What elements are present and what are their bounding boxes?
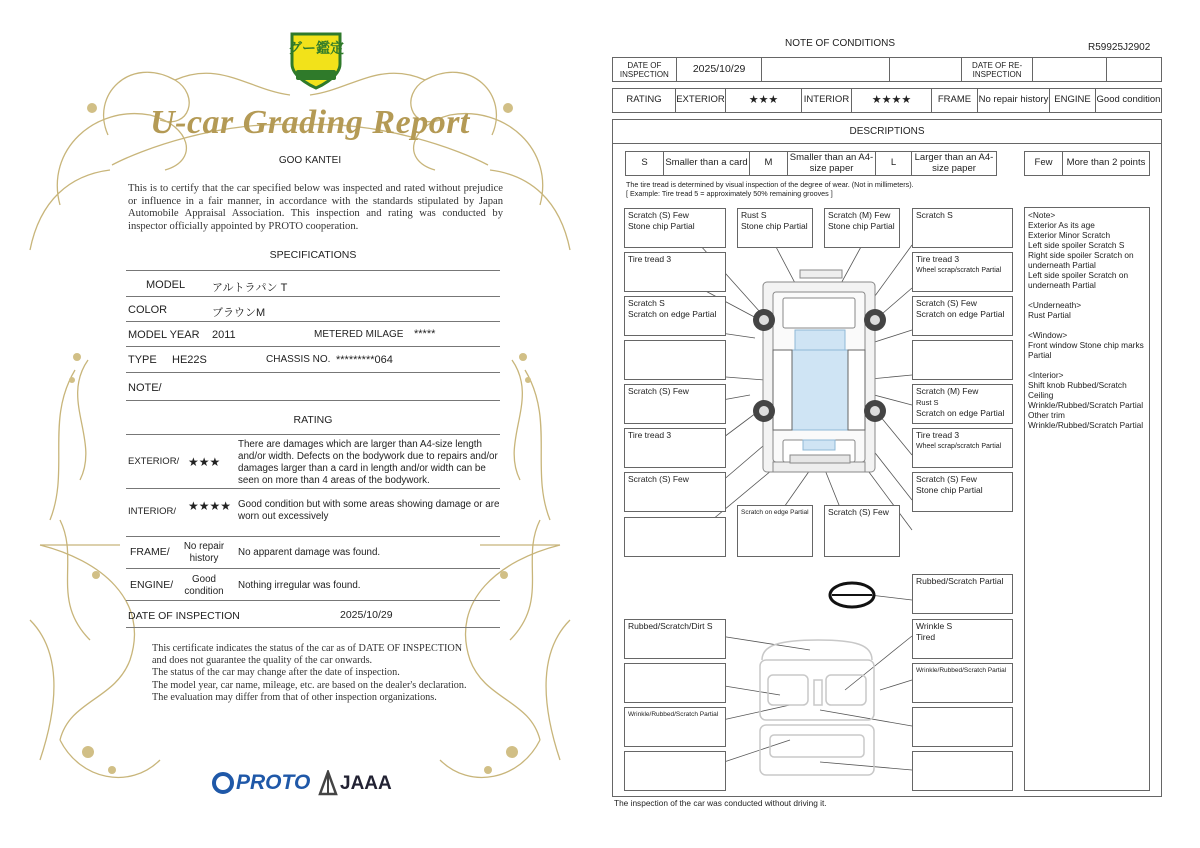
engine-value: Good condition xyxy=(184,574,224,597)
disclaimer-line: This certificate indicates the status of the car as of DATE OF INSPECTION and does not guarantee the quality of the car onwards. xyxy=(152,643,463,667)
desc-line-small: Wheel scrap/scratch Partial xyxy=(916,267,1002,274)
model-value: アルトラパン T xyxy=(212,282,288,294)
desc-box-empty xyxy=(624,751,726,791)
certificate-intro: This is to certify that the car specified below was inspected and rated without prejudice or influence in a fair manner, in accordance with the standards stipulated by Japan Automobile Appraisal Association. This inspection and rating was conducted by inspector officially appointed by PROTO cooperation. xyxy=(128,183,503,232)
interior-label: INTERIOR/ xyxy=(128,506,177,517)
desc-box-dashboard: Rubbed/Scratch/Dirt S xyxy=(624,619,726,659)
report-title: U-car Grading Report xyxy=(150,104,470,141)
legend-few-text: More than 2 points xyxy=(1066,157,1146,169)
descriptions-heading: DESCRIPTIONS xyxy=(612,119,1162,144)
desc-box-tire-rear-right xyxy=(912,428,1013,468)
desc-box-empty xyxy=(624,663,726,703)
desc-box-hood-left: Rust S Stone chip Partial xyxy=(737,208,813,248)
interior-stars: ★★★★ xyxy=(852,89,932,112)
legend-m: M xyxy=(750,152,788,175)
desc-box-right-trim: Wrinkle/Rubbed/Scratch Partial xyxy=(912,663,1013,703)
type-value: HE22S xyxy=(172,354,207,366)
desc-box-rear-right-quarter: Scratch (S) Few Stone chip Partial xyxy=(912,472,1013,512)
desc-box-left-trim: Wrinkle/Rubbed/Scratch Partial xyxy=(624,707,726,747)
metered-milage-label: METERED MILAGE xyxy=(314,329,404,340)
exterior-label: EXTERIOR/ xyxy=(128,456,180,467)
frame-description: No apparent damage was found. xyxy=(238,547,381,558)
proto-logo-icon xyxy=(212,772,234,794)
disclaimer xyxy=(152,643,472,704)
exterior-description: There are damages which are larger than A4-size length and/or width. Defects on the bodywork due to repairs and/or damages larger than a card in length and/or width can be seen on more than 4 areas of the bodywork. xyxy=(238,439,498,486)
desc-box-front-left-bumper: Scratch (S) Few Stone chip Partial xyxy=(624,208,726,248)
model-label: MODEL xyxy=(146,279,186,291)
desc-box-steering: Rubbed/Scratch Partial xyxy=(912,574,1013,614)
desc-box-empty xyxy=(912,707,1013,747)
legend-few: Few xyxy=(1025,152,1063,175)
desc-box-empty xyxy=(912,751,1013,791)
color-value: ブラウンM xyxy=(212,307,266,319)
disclaimer-line: The status of the car may change after the date of inspection. xyxy=(152,667,400,679)
chassis-label: CHASSIS NO. xyxy=(266,354,331,365)
desc-line: Tire tread 3 xyxy=(916,430,960,440)
legend-l: L xyxy=(876,152,912,175)
notes-text: <Note> Exterior As its age Exterior Minor Scratch Left side spoiler Scratch S Right side spoiler Scratch on underneath Partial Left side spoiler Scratch on underneath Partial <Underneath> Rust Partial <Window> Front window Stone chip marks Partial <Interior> Shift knob Rubbed/Scratch Ceiling Wrinkle/Rubbed/Scratch Partial Other trim Wrinkle/Rubbed/Scratch Partial xyxy=(1028,210,1144,430)
desc-box-hood-right: Scratch (M) Few Stone chip Partial xyxy=(824,208,900,248)
desc-box-tire-front-left: Tire tread 3 xyxy=(624,252,726,292)
inspection-footer: The inspection of the car was conducted without driving it. xyxy=(614,798,827,808)
conditions-title: NOTE OF CONDITIONS xyxy=(785,38,895,49)
rating-heading: RATING xyxy=(293,414,333,426)
jaaa-logo-icon xyxy=(318,770,338,796)
color-label: COLOR xyxy=(128,304,168,316)
badge-text: グー鑑定 xyxy=(288,40,344,56)
desc-box-right-rear-door xyxy=(912,384,1013,424)
tire-note-line: The tire tread is determined by visual inspection of the degree of wear. (Not in millimeters). xyxy=(626,180,914,189)
frame-label: FRAME xyxy=(932,89,978,112)
goo-kantei-badge xyxy=(288,30,344,90)
desc-line: Scratch on edge Partial xyxy=(916,408,1005,418)
note-label: NOTE/ xyxy=(128,382,162,394)
desc-box-tire-front-right xyxy=(912,252,1013,292)
exterior-stars: ★★★ xyxy=(726,89,802,112)
model-year-label: MODEL YEAR xyxy=(128,329,200,341)
proto-logo: PROTO xyxy=(236,771,311,794)
note-of-conditions xyxy=(600,0,1200,848)
interior-description: Good condition but with some areas showing damage or are worn out excessively xyxy=(238,499,500,522)
desc-box-front-left-fender: Scratch S Scratch on edge Partial xyxy=(624,296,726,336)
desc-box-rear-bumper-left: Scratch on edge Partial xyxy=(737,505,813,557)
desc-box-empty xyxy=(624,340,726,380)
engine-label: ENGINE xyxy=(1050,89,1096,112)
desc-box-front-right: Scratch S xyxy=(912,208,1013,248)
interior-stars: ★★★★ xyxy=(188,499,232,513)
desc-box-rear-bumper-right: Scratch (S) Few xyxy=(824,505,900,557)
legend-s-text: Smaller than a card xyxy=(664,152,750,175)
report-id: R59925J2902 xyxy=(1088,42,1151,53)
legend-s: S xyxy=(626,152,664,175)
desc-line-small: Wheel scrap/scratch Partial xyxy=(916,443,1002,450)
date-of-reinspection-label: DATE OF RE-INSPECTION xyxy=(962,58,1034,81)
engine-description: Nothing irregular was found. xyxy=(238,580,361,591)
desc-box-tire-rear-left: Tire tread 3 xyxy=(624,428,726,468)
frame-value: No repair history xyxy=(183,541,225,564)
report-subtitle: GOO KANTEI xyxy=(278,155,342,166)
disclaimer-line: The evaluation may differ from that of other inspection organizations. xyxy=(152,691,437,703)
date-of-inspection-label: DATE OF INSPECTION xyxy=(613,58,677,81)
exterior-label: EXTERIOR xyxy=(676,89,726,112)
desc-box-driver-seat: Wrinkle S Tired xyxy=(912,619,1013,659)
date-of-inspection-value: 2025/10/29 xyxy=(340,609,393,621)
date-of-inspection-value: 2025/10/29 xyxy=(677,58,763,81)
footer-logos xyxy=(212,768,402,800)
exterior-stars: ★★★ xyxy=(188,455,221,469)
desc-box-empty xyxy=(624,517,726,557)
legend-l-text: Larger than an A4-size paper xyxy=(914,152,994,174)
specifications-heading: SPECIFICATIONS xyxy=(269,249,357,261)
desc-line: Tire tread 3 xyxy=(916,254,960,264)
desc-line: Scratch (M) Few xyxy=(916,386,979,396)
desc-box-left-rear-door: Scratch (S) Few xyxy=(624,384,726,424)
chassis-value: *********064 xyxy=(336,354,393,366)
desc-box-front-right-fender: Scratch (S) Few Scratch on edge Partial xyxy=(912,296,1013,336)
jaaa-logo: JAAA xyxy=(340,773,392,794)
desc-line-small: Rust S xyxy=(916,398,939,407)
metered-milage-value: ***** xyxy=(414,328,436,340)
date-of-inspection-label: DATE OF INSPECTION xyxy=(128,610,240,622)
type-label: TYPE xyxy=(128,354,157,366)
model-year-value: 2011 xyxy=(212,329,236,341)
frame-value: No repair history xyxy=(978,89,1050,112)
desc-box-rear-left-quarter: Scratch (S) Few xyxy=(624,472,726,512)
tire-note-line: [ Example: Tire tread 5 = approximately 50% remaining grooves ] xyxy=(626,189,833,198)
desc-box-empty xyxy=(912,340,1013,380)
rating-label: RATING xyxy=(613,89,676,112)
frame-label: FRAME/ xyxy=(130,546,170,558)
disclaimer-line: The model year, car name, mileage, etc. are based on the dealer's declaration. xyxy=(152,679,467,691)
engine-value: Good condition xyxy=(1096,94,1161,106)
engine-label: ENGINE/ xyxy=(130,579,174,591)
legend-m-text: Smaller than an A4-size paper xyxy=(788,152,876,175)
interior-label: INTERIOR xyxy=(802,89,852,112)
